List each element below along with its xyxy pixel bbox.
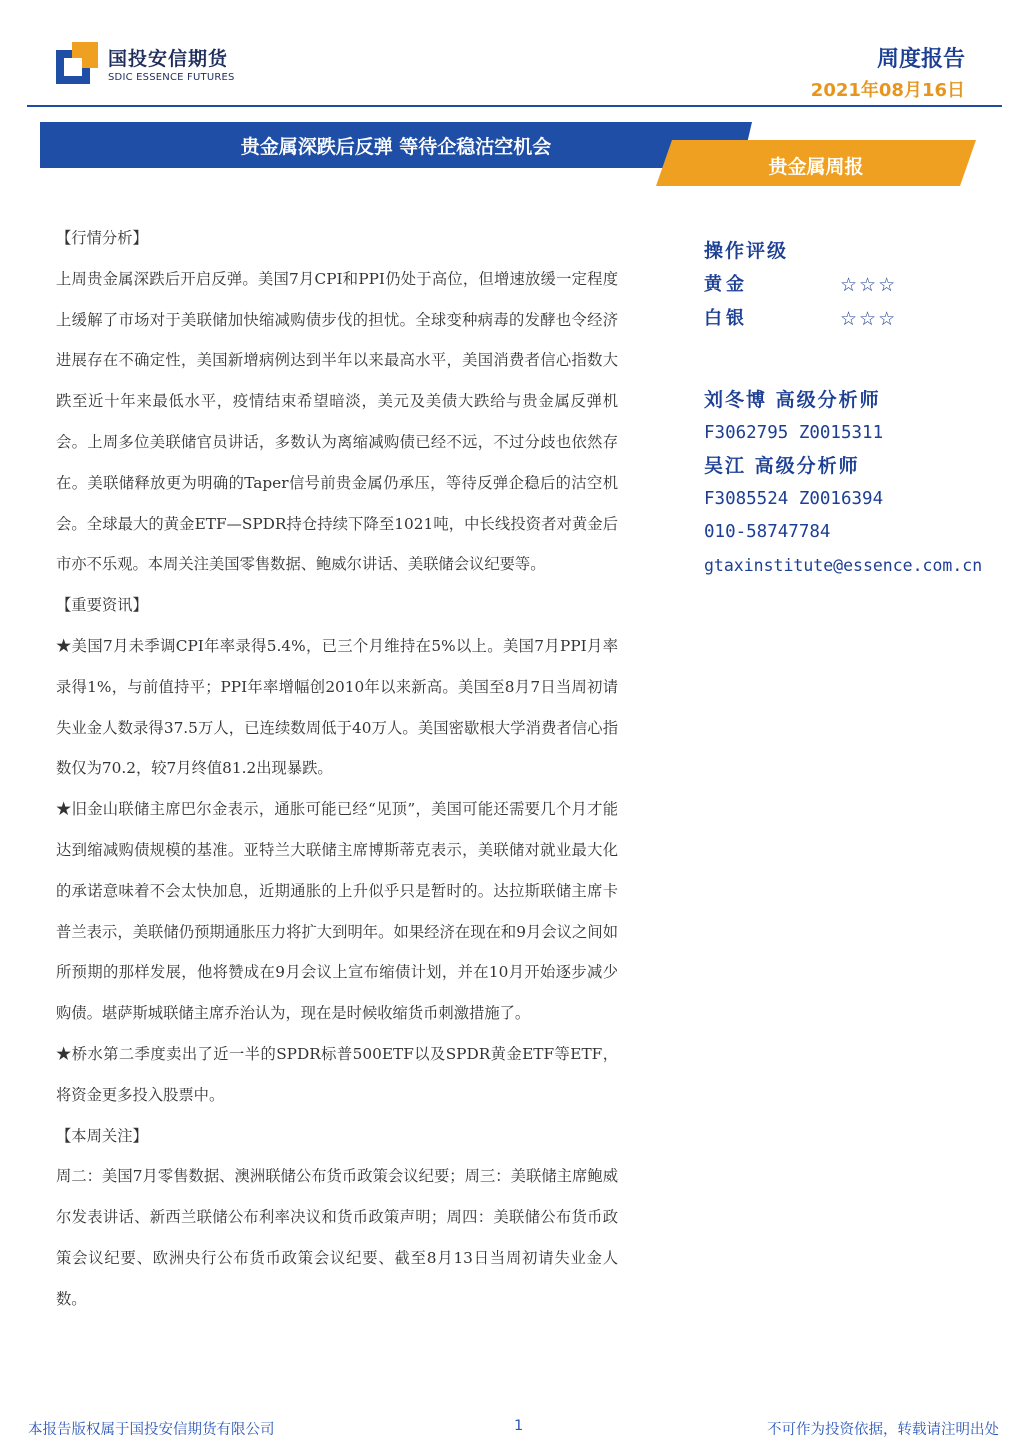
analyst-name: 吴江 高级分析师 [704, 455, 860, 477]
news-item: ★美国7月未季调CPI年率录得5.4%，已三个月维持在5%以上。美国7月PPI月率录得1%，与前值持平；PPI年率增幅创2010年以来新高。美国至8月7日当周初请失业金人数录得37.5万人，已连续数周低于40万人。美国密歇根大学消费者信心指数仅为70.2，较7月终值81.2出现暴跌。 [56, 636, 618, 778]
analyst-name: 刘冬博 高级分析师 [704, 389, 881, 411]
market-analysis-paragraph: 上周贵金属深跌后开启反弹。美国7月CPI和PPI仍处于高位，但增速放缓一定程度上缓解了市场对于美联储加快缩减购债步伐的担忧。全球变种病毒的发酵也令经济进展存在不确定性，美国新增病例达到半年以来最高水平，美国消费者信心指数大跌至近十年来最低水平，疫情结束希望暗淡，美元及美债大跌给与贵金属反弹机会。上周多位美联储官员讲话，多数认为离缩减购债已经不远，不过分歧也依然存在。美联储释放更为明确的Taper信号前贵金属仍承压，等待反弹企稳后的沽空机会。全球最大的黄金ETF—SPDR持仓持续下降至1021吨，中长线投资者对黄金后市亦不乐观。本周关注美国零售数据、鲍威尔讲话、美联储会议纪要等。 [56, 269, 618, 574]
page-number: 1 [514, 1418, 524, 1434]
contact-email[interactable]: gtaxinstitute@essence.com.cn [704, 556, 983, 575]
main-content [56, 218, 618, 1320]
sidebar [704, 234, 1014, 582]
week-focus-paragraph: 周二：美国7月零售数据、澳洲联储公布货币政策会议纪要；周三：美联储主席鲍威尔发表讲话、新西兰联储公布利率决议和货币政策声明；周四：美联储公布货币政策会议纪要、欧洲央行公布货币政策会议纪要、截至8月13日当周初请失业金人数。 [56, 1167, 618, 1308]
rating-row-gold [704, 268, 1014, 302]
footer-copyright: 本报告版权属于国投安信期货有限公司 [28, 1422, 275, 1438]
section-heading-key-news: 【重要资讯】 [56, 596, 148, 615]
analyst-license: F3085524 Z0016394 [704, 489, 884, 509]
rating-stars: ☆☆☆ [840, 274, 898, 296]
section-heading-week-focus: 【本周关注】 [56, 1126, 148, 1145]
footer-disclaimer: 不可作为投资依据，转载请注明出处 [767, 1422, 999, 1438]
report-category: 贵金属周报 [768, 156, 864, 178]
news-item: ★旧金山联储主席巴尔金表示，通胀可能已经“见顶”，美国可能还需要几个月才能达到缩减购债规模的基准。亚特兰大联储主席博斯蒂克表示，美联储对就业最大化的承诺意味着不会太快加息，近期通胀的上升似乎只是暂时的。达拉斯联储主席卡普兰表示，美联储仍预期通胀压力将扩大到明年。如果经济在现在和9月会议之间如所预期的那样发展，他将赞成在9月会议上宣布缩债计划，并在10月开始逐步减少购债。堪萨斯城联储主席乔治认为，现在是时候收缩货币刺激措施了。 [56, 800, 618, 1023]
rating-name: 黄金 [704, 274, 748, 295]
rating-title: 操作评级 [704, 240, 789, 262]
report-title: 贵金属深跌后反弹 等待企稳沽空机会 [240, 136, 552, 158]
company-logo [56, 42, 256, 90]
company-name-cn: 国投安信期货 [108, 48, 229, 70]
report-date: 2021年08月16日 [810, 80, 965, 101]
rating-row-silver [704, 302, 1014, 336]
title-banner [40, 122, 752, 168]
rating-name: 白银 [704, 308, 748, 329]
news-item: ★桥水第二季度卖出了近一半的SPDR标普500ETF以及SPDR黄金ETF等ETF，将资金更多投入股票中。 [56, 1044, 618, 1104]
logo-mark-icon [56, 42, 100, 86]
section-heading-market-analysis: 【行情分析】 [56, 229, 148, 247]
company-name-en: SDIC ESSENCE FUTURES [108, 72, 235, 83]
report-type: 周度报告 [876, 47, 965, 72]
analyst-info [704, 384, 1014, 582]
analyst-license: F3062795 Z0015311 [704, 423, 884, 443]
rating-stars: ☆☆☆ [840, 308, 898, 330]
header-divider [27, 105, 1002, 107]
contact-phone: 010-58747784 [704, 522, 831, 542]
category-banner [656, 140, 976, 186]
